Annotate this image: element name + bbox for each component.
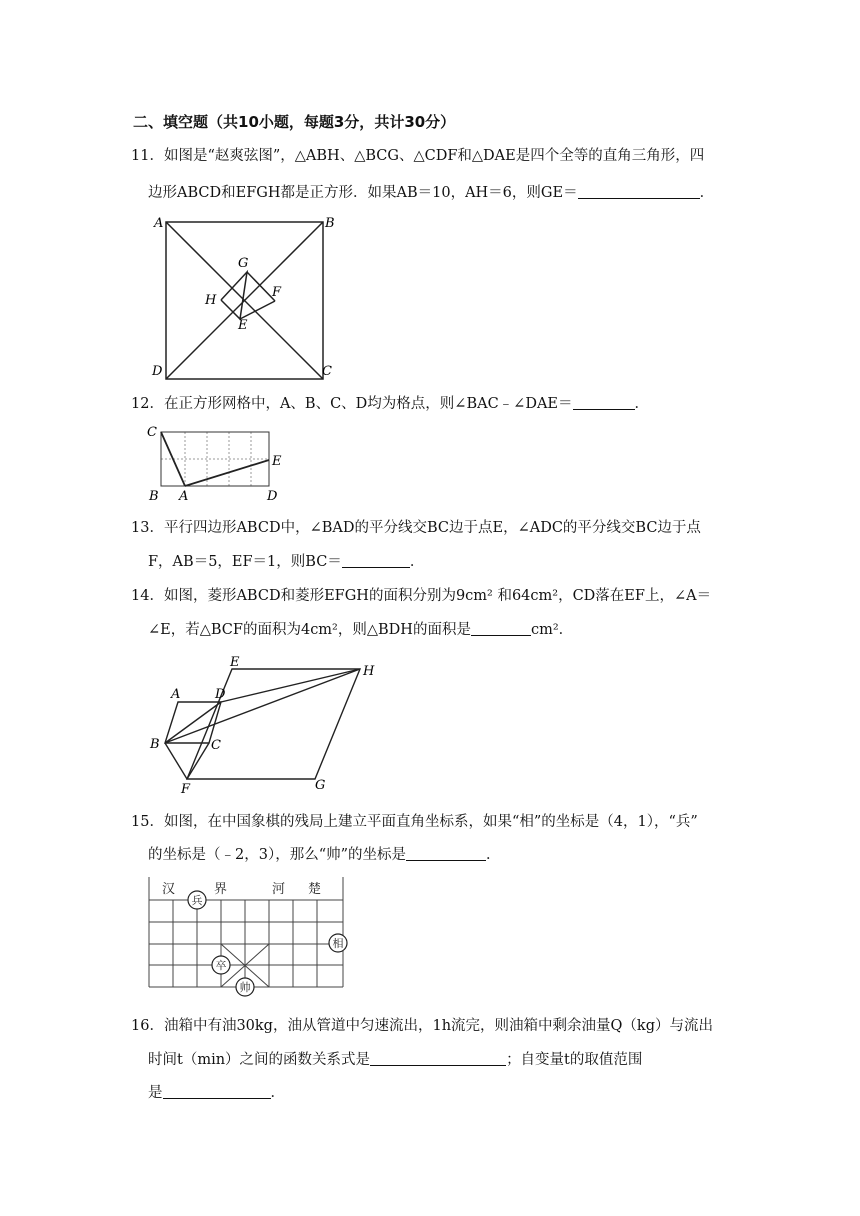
question-14 [131, 586, 731, 606]
piece-zu-label: 卒 [215, 959, 227, 972]
river-jie: 界 [214, 882, 228, 897]
q12-line1: 12．在正方形网格中，A、B、C、D均为格点，则∠BAC﹣∠DAE＝ [131, 396, 573, 412]
label-B: B [325, 216, 335, 231]
answer-blank-12[interactable] [573, 395, 635, 410]
q13-line2-wrap [148, 552, 424, 572]
river-chu: 楚 [308, 882, 322, 897]
q15-line2-wrap [148, 845, 501, 865]
q15-line1: 15．如图，在中国象棋的残局上建立平面直角坐标系，如果“相”的坐标是（4，1），“兵” [131, 814, 698, 830]
label-C: C [211, 738, 221, 753]
piece-bing-label: 兵 [191, 894, 203, 907]
piece-shuai-label: 帅 [239, 981, 251, 994]
label-C: C [322, 364, 332, 379]
label-A: A [154, 216, 164, 231]
q11-line2-wrap [148, 183, 714, 203]
label-A: A [171, 687, 181, 702]
label-G: G [315, 778, 326, 793]
q13-line2: F，AB＝5，EF＝1，则BC＝ [148, 554, 342, 570]
q11-line1: 11．如图是“赵爽弦图”，△ABH、△BCG、△CDF和△DAE是四个全等的直角三角形，四 [131, 148, 705, 164]
q14-line1: 14．如图，菱形ABCD和菱形EFGH的面积分别为9cm² 和64cm²，CD落在EF上，∠A＝ [131, 588, 712, 604]
question-12 [131, 394, 731, 414]
question-11 [131, 146, 731, 166]
chess-board-diagram [140, 875, 360, 997]
q13-line1: 13．平行四边形ABCD中，∠BAD的平分线交BC边于点E，∠ADC的平分线交BC边于点 [131, 520, 701, 536]
label-B: B [150, 737, 160, 752]
label-D: D [152, 364, 163, 379]
q14-line2a: ∠E，若△BCF的面积为4cm²，则△BDH的面积是 [148, 622, 471, 638]
rhombus-diagram [145, 652, 385, 797]
q14-line2-wrap [148, 620, 573, 640]
q15-end: ． [486, 847, 501, 863]
grid-angle-diagram [145, 420, 295, 505]
q15-line2: 的坐标是（﹣2，3），那么“帅”的坐标是 [148, 847, 407, 863]
q16-line1: 16．油箱中有油30kg，油从管道中匀速流出，1h流完，则油箱中剩余油量Q（kg）与流出 [131, 1018, 713, 1034]
river-han: 汉 [162, 882, 176, 897]
q11-end: ． [699, 185, 715, 201]
answer-blank-13[interactable] [342, 553, 410, 568]
label-E: E [230, 655, 240, 670]
label-F: F [181, 782, 191, 797]
label-E: E [238, 318, 248, 333]
rhombus-efgh [187, 669, 360, 779]
label-C: C [147, 425, 157, 440]
q16-line2-wrap [148, 1050, 642, 1070]
label-H: H [363, 664, 375, 679]
label-D: D [215, 687, 226, 702]
section-title: 二、填空题（共10小题，每题3分，共计30分） [133, 113, 456, 131]
answer-blank-16a[interactable] [370, 1051, 506, 1066]
label-D: D [267, 489, 278, 504]
question-15 [131, 812, 731, 832]
q16-line3-wrap [148, 1083, 285, 1103]
answer-blank-16b[interactable] [163, 1084, 271, 1099]
q16-end: ． [270, 1085, 285, 1101]
piece-xiang-label: 相 [332, 937, 344, 950]
zhao-shuang-diagram [150, 212, 340, 382]
q16-line3: 是 [148, 1085, 163, 1101]
q16-line2a: 时间t（min）之间的函数关系式是 [148, 1052, 371, 1068]
q13-end: ． [409, 554, 425, 570]
answer-blank-14[interactable] [471, 621, 531, 636]
q16-line2b: ；自变量t的取值范围 [506, 1052, 643, 1068]
answer-blank-11[interactable] [578, 184, 700, 199]
river-he: 河 [272, 882, 286, 897]
label-A: A [179, 489, 189, 504]
q11-line2: 边形ABCD和EFGH都是正方形．如果AB＝10，AH＝6，则GE＝ [148, 185, 578, 201]
label-B: B [149, 489, 159, 504]
label-G: G [238, 256, 249, 271]
q12-end: ． [634, 396, 649, 412]
label-E: E [272, 454, 282, 469]
label-F: F [272, 285, 282, 300]
q14-line2b: cm²． [530, 622, 574, 638]
label-H: H [205, 293, 217, 308]
question-16 [131, 1016, 731, 1036]
answer-blank-15[interactable] [406, 846, 486, 861]
question-13 [131, 518, 731, 538]
